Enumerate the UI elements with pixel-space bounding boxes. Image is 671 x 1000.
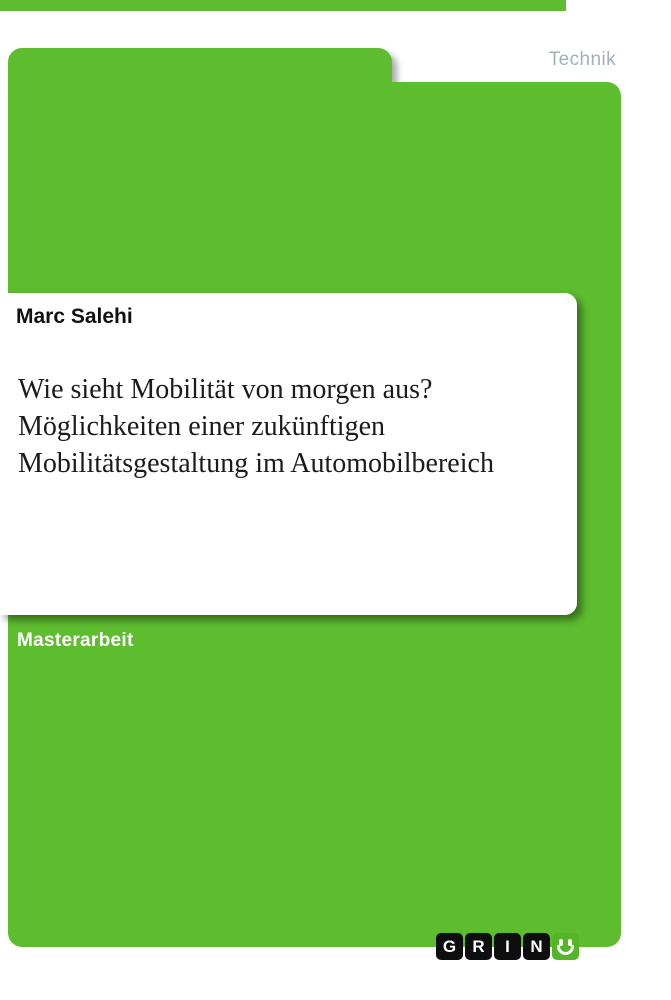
logo-letter-tile-n [523, 933, 550, 960]
logo-letter-tile-g [436, 933, 463, 960]
top-accent-bar [0, 0, 566, 11]
logo-letter-r: R [472, 936, 485, 956]
logo-letter-i: I [505, 936, 510, 956]
title-card [0, 293, 577, 615]
book-title-line-1: Wie sieht Mobilität von morgen aus? [18, 374, 433, 405]
category-label: Technik [548, 49, 616, 70]
book-title-line-3: Mobilitätsgestaltung im Automobilbereich [18, 448, 494, 479]
logo-letter-n: N [530, 936, 543, 956]
book-title-line-2: Möglichkeiten einer zukünftigen [18, 411, 385, 442]
logo-letter-tile-r [465, 933, 492, 960]
smiley-mouth [557, 945, 574, 955]
logo-letter-tile-i [494, 933, 521, 960]
logo-letter-g: G [442, 936, 457, 956]
smiley-icon [552, 933, 579, 960]
author-name: Marc Salehi [16, 305, 133, 328]
document-type-label: Masterarbeit [17, 630, 134, 651]
grin-logo [436, 933, 579, 960]
book-title [18, 371, 561, 482]
